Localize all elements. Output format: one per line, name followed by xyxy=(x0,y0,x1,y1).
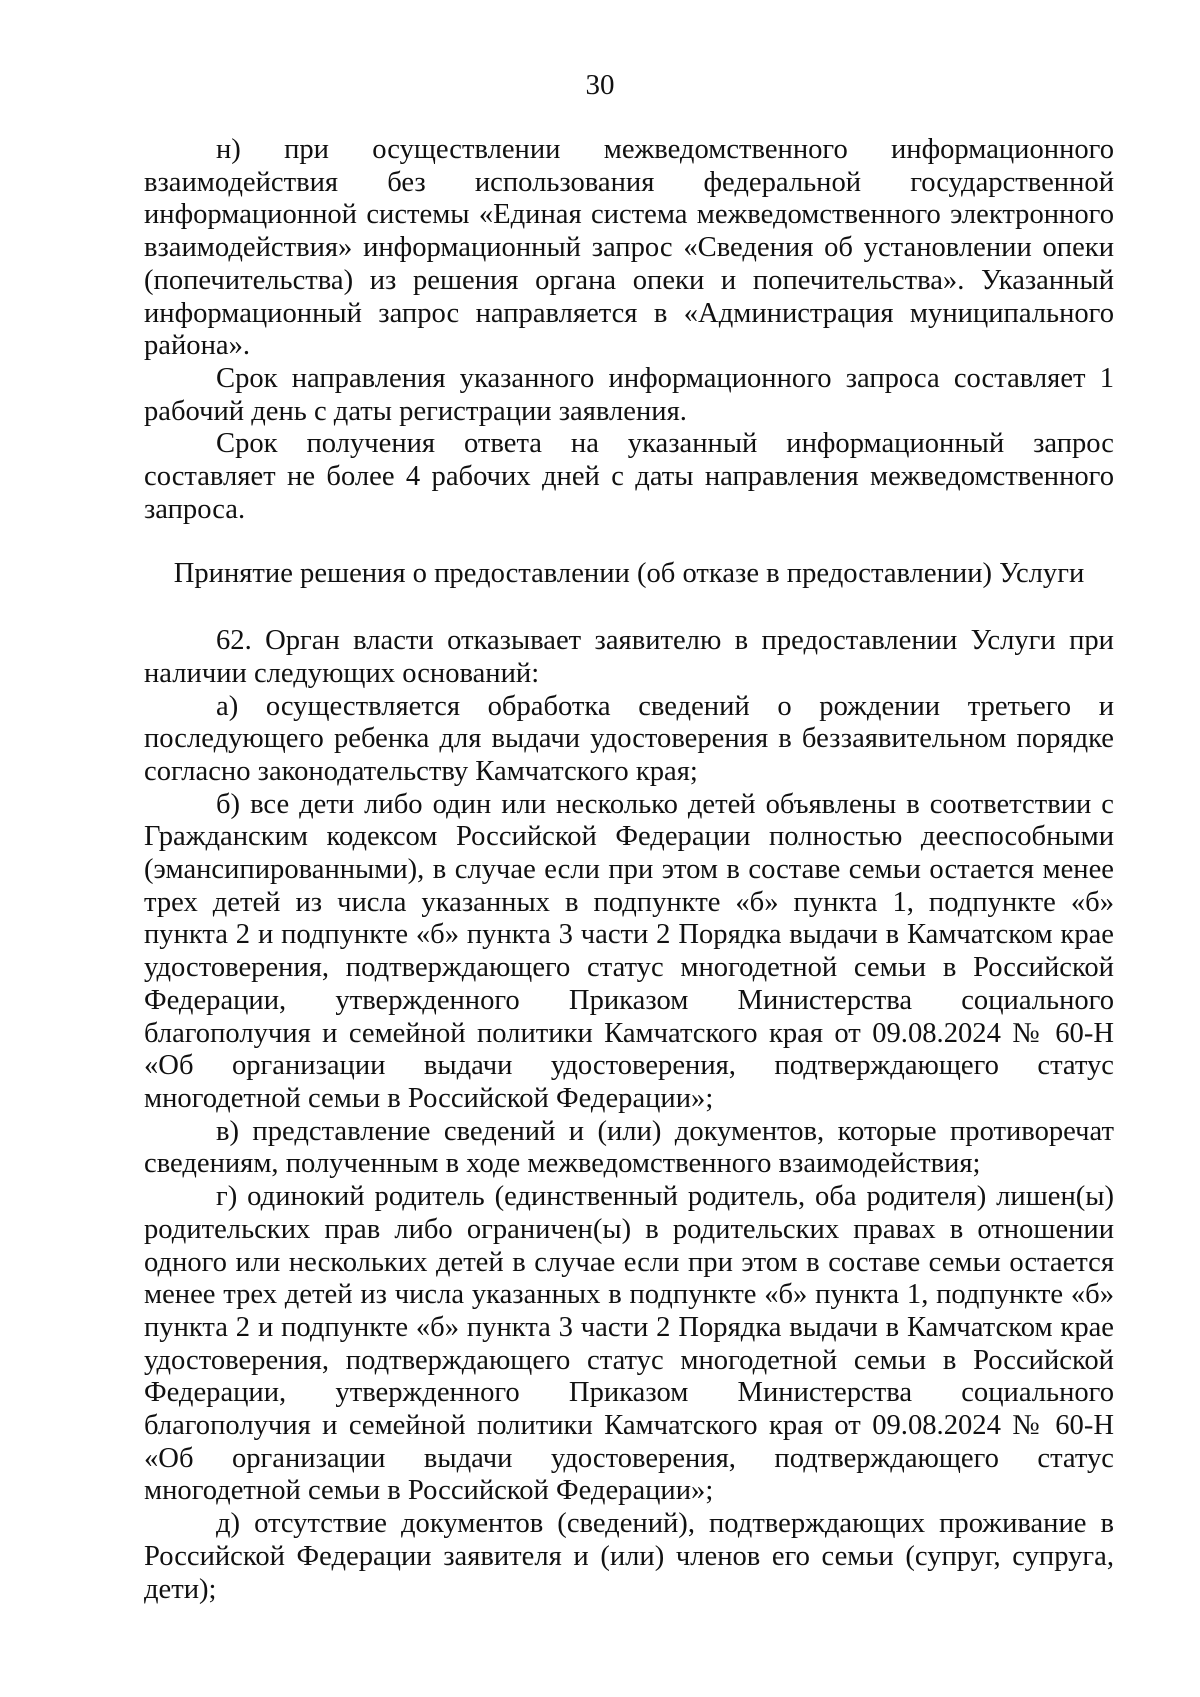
paragraph-d: д) отсутствие документов (сведений), подтверждающих проживание в Российской Федерации заявителя и (или) членов его семьи (супруг, супруга, дети); xyxy=(144,1508,1114,1605)
paragraph-g: г) одинокий родитель (единственный родитель, оба родителя) лишен(ы) родительских прав либо ограничен(ы) в родительских правах в отношении одного или нескольких детей в случае если при этом в составе семьи остается менее трех детей из числа указанных в подпункте «б» пункта 1, подпункте «б» пункта 2 и подпункте «б» пункта 3 части 2 Порядка выдачи в Камчатском крае удостоверения, подтверждающего статус многодетной семьи в Российской Федерации, утвержденного Приказом Министерства социального благополучия и семейной политики Камчатского края от 09.08.2024 № 60-Н «Об организации выдачи удостоверения, подтверждающего статус многодетной семьи в Российской Федерации»; xyxy=(144,1181,1114,1507)
paragraph-response-term: Срок получения ответа на указанный информационный запрос составляет не более 4 рабочих дней с даты направления межведомственного запроса. xyxy=(144,428,1114,525)
document-body xyxy=(144,134,1114,1606)
paragraph-request-send-term: Срок направления указанного информационного запроса составляет 1 рабочий день с даты регистрации заявления. xyxy=(144,362,1114,427)
paragraph-b: б) все дети либо один или несколько детей объявлены в соответствии с Гражданским кодексом Российской Федерации полностью дееспособными (эмансипированными), в случае если при этом в составе семьи остается менее трех детей из числа указанных в подпункте «б» пункта 1, подпункте «б» пункта 2 и подпункте «б» пункта 3 части 2 Порядка выдачи в Камчатском крае удостоверения, подтверждающего статус многодетной семьи в Российской Федерации, утвержденного Приказом Министерства социального благополучия и семейной политики Камчатского края от 09.08.2024 № 60-Н «Об организации выдачи удостоверения, подтверждающего статус многодетной семьи в Российской Федерации»; xyxy=(144,788,1114,1114)
paragraph-n-interagency-request: н) при осуществлении межведомственного информационного взаимодействия без использования федеральной государственной информационной системы «Единая система межведомственного электронного взаимодействия» информационный запрос «Сведения об установлении опеки (попечительства) из решения органа опеки и попечительства». Указанный информационный запрос направляется в «Администрация муниципального района». xyxy=(144,134,1114,362)
paragraph-62-refusal-grounds: 62. Орган власти отказывает заявителю в предоставлении Услуги при наличии следующих оснований: xyxy=(144,625,1114,689)
section-heading: Принятие решения о предоставлении (об отказе в предоставлении) Услуги xyxy=(173,558,1085,590)
page-number: 30 xyxy=(585,69,615,101)
paragraph-a: а) осуществляется обработка сведений о рождении третьего и последующего ребенка для выдачи удостоверения в беззаявительном порядке согласно законодательству Камчатского края; xyxy=(144,690,1114,787)
paragraph-v: в) представление сведений и (или) документов, которые противоречат сведениям, полученным в ходе межведомственного взаимодействия; xyxy=(144,1115,1114,1180)
